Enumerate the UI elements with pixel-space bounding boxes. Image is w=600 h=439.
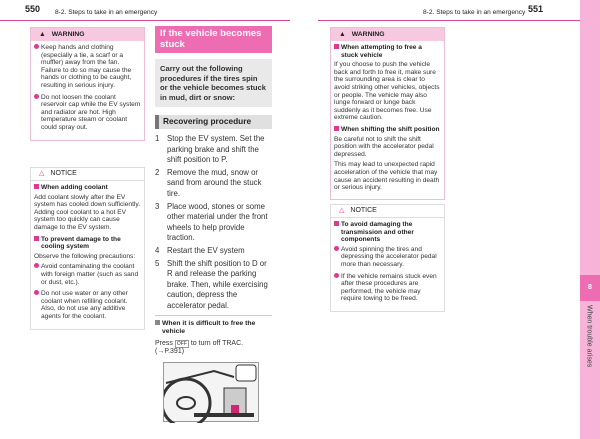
step-text: Shift the shift position to D or R and release the parking brake. Then, while exercising caution, depress the accelerator pedal. [167,258,268,310]
page-number-right: 551 [528,4,544,14]
steering-wheel-illustration [164,363,260,423]
bullet-icon [34,290,39,295]
step-number: 5 [155,258,160,268]
step-item [155,202,272,244]
square-bullet-icon [34,184,39,189]
caution-icon: △ [39,170,45,178]
steps-list [155,134,272,312]
square-bullet-icon [334,44,339,49]
chapter-tab-label: When trouble arises [585,305,593,368]
warning-box: ▲ WARNING Keep hands and clothing (especially a tie, a scarf or a muffler) away from the fan. Failure to do so may cause the hands or clothing to be caught, resulting in serious injury. Do not loosen the coolant reservoir cap while the EV system and radiator are hot. High temperature steam or coolant could spray out. [30,27,145,141]
step-item [155,246,272,257]
running-header-right: 8-2. Steps to take in an emergency [423,9,526,16]
warning-icon: ▲ [39,30,46,38]
square-bullet-icon [155,320,160,325]
page-reference: (→P.391) [155,348,185,356]
dashboard-illustration [163,362,259,422]
square-bullet-icon [334,126,339,131]
step-number: 3 [155,201,160,211]
step-number: 4 [155,245,160,255]
running-header-left: 8-2. Steps to take in an emergency [55,9,158,16]
header-rule [0,20,290,21]
step-text: Stop the EV system. Set the parking brake and shift the shift position to P. [167,133,265,165]
notice-box: △ NOTICE To avoid damaging the transmission and other components Avoid spinning the tires and depressing the accelerator pedal more than necessary. If the vehicle remains stuck even after these procedures are performed, the vehicle may require towing to be freed. [330,204,445,312]
trac-off-icon: OFF [176,340,187,347]
step-number: 2 [155,167,160,177]
page-number-left: 550 [25,4,41,14]
caution-icon: △ [339,207,345,215]
intro-text: Carry out the following procedures if the tires spin or the vehicle becomes stuck in mud, dirt or snow: [155,59,272,107]
square-bullet-icon [34,236,39,241]
step-item [155,168,272,200]
step-text: Remove the mud, snow or sand from around the stuck tire. [167,167,262,198]
main-column: If the vehicle becomes stuck Carry out the following procedures if the tires spin or the vehicle becomes stuck in mud, dirt or snow: Recovering procedure 1 Stop the EV system. Set the parking brake and shift the shift position to P. 2 Remove the mud, snow or sand from around the stuck tire. 3 Place wood, stones or some other material under the front wheels to help provide traction. 4 Restart the EV system 5 Shift the shift position to D or R and release the parking brake. Then, while exercising caution, depress the accelerator pedal. When it is difficult to free the vehicle Press OFF to turn off TRAC. (→P.391) [155,26,272,422]
subsection-heading: Recovering procedure [155,115,272,129]
notice-box: △ NOTICE When adding coolant Add coolant slowly after the EV system has cooled down sufficiently. Adding cool coolant to a hot EV system too quickly can cause damage to the EV system. To prevent damage to the cooling system Observe the following precautions: Avoid contaminating the coolant with foreign matter (such as sand or dust, etc.). Do not use water or any other coolant when refilling coolant. Also, do not use any additive agents for the coolant. [30,167,145,330]
chapter-tab-strip [580,0,600,439]
chapter-tab-number[interactable]: 8 [580,275,600,301]
square-bullet-icon [334,221,339,226]
step-number: 1 [155,133,160,143]
bullet-icon [34,94,39,99]
step-item [155,259,272,312]
bullet-icon [34,44,39,49]
bullet-icon [334,246,339,251]
bullet-icon [34,263,39,268]
warning-icon: ▲ [339,30,346,38]
step-text: Place wood, stones or some other material under the front wheels to help provide traction. [167,201,268,243]
warning-header: ▲ WARNING [31,28,144,41]
step-item [155,134,272,166]
header-rule [318,20,580,21]
bullet-icon [334,273,339,278]
step-text: Restart the EV system [167,245,245,255]
warning-box: ▲ WARNING When attempting to free a stuck vehicle If you choose to push the vehicle back and forth to free it, make sure the surrounding area is clear to avoid striking other vehicles, objects or people. The vehicle may also lunge forward or lunge back suddenly as it becomes free. Use extreme caution. When shifting the shift position Be careful not to shift the shift position with the accelerator pedal depressed. This may lead to unexpected rapid acceleration of the vehicle that may cause an accident resulting in death or serious injury. [330,27,445,200]
section-title: If the vehicle becomes stuck [155,26,272,53]
